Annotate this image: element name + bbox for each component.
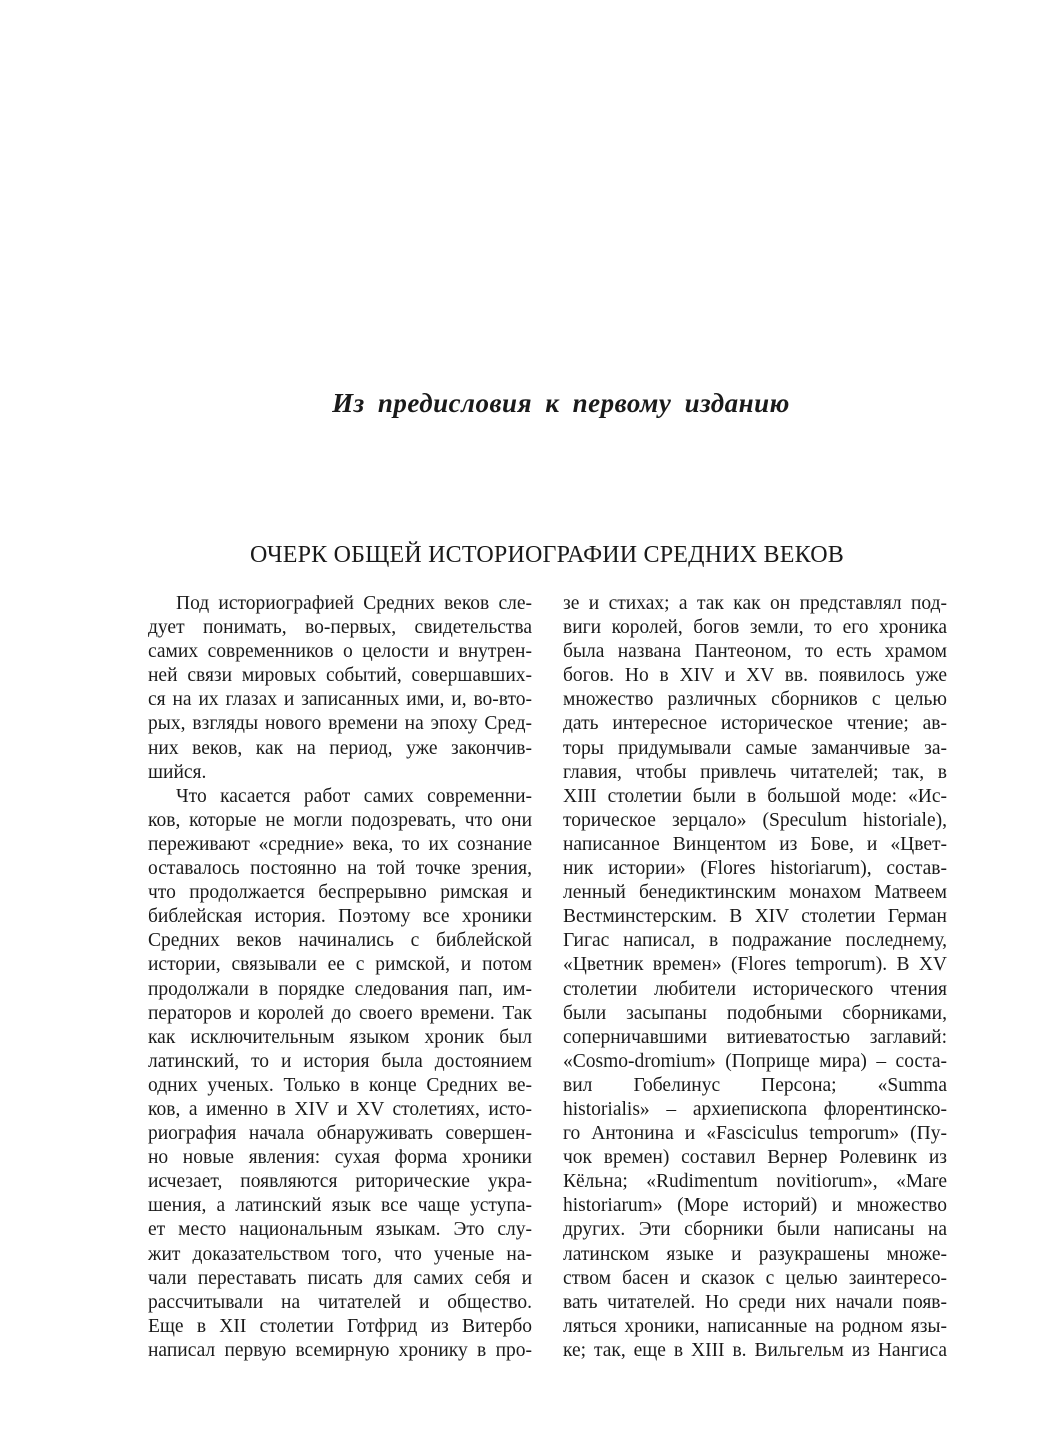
text-line: зе и стихах; а так как он представлял под-: [563, 593, 947, 614]
text-line: ет место национальным языкам. Это слу-: [148, 1219, 532, 1241]
text-line: ленный бенедиктинским монахом Матвеем: [563, 882, 947, 904]
text-line: Кёльна; «Rudimentum novitiorum», «Mare: [563, 1171, 947, 1193]
text-line: богов. Но в XIV и XV вв. появилось уже: [563, 665, 947, 687]
text-line: ке; так, еще в XIII в. Вильгельм из Нангиса: [563, 1339, 947, 1361]
text-line: ков, а именно в XIV и XV столетиях, исто-: [148, 1098, 532, 1120]
text-line: латинский, то и история была достоянием: [148, 1050, 532, 1072]
text-line: вил Гобелинус Персона; «Summa: [563, 1074, 947, 1096]
text-line: вать читателей. Но среди них начали появ-: [563, 1291, 947, 1313]
text-line: истории, связывали ее с римской, и потом: [148, 954, 532, 976]
text-line: но новые явления: сухая форма хроники: [148, 1147, 532, 1169]
text-line: шийся.: [148, 761, 207, 783]
text-line: что продолжается беспрерывно римская и: [148, 882, 532, 904]
text-line: виги королей, богов земли, то его хроника: [563, 617, 947, 639]
text-line: библейская история. Поэтому все хроники: [148, 906, 532, 928]
text-line: множество различных сборников с целью: [563, 689, 947, 711]
text-line: чок времен) составил Вернер Ролевинк из: [563, 1147, 947, 1169]
text-line: рых, взгляды нового времени на эпоху Сред-: [148, 713, 532, 735]
text-line: ся на их глазах и записанных ими, и, во-вто-: [148, 689, 532, 711]
text-line: самих современников о целости и внутрен-: [148, 641, 532, 663]
text-line: дует понимать, во-первых, свидетельства: [148, 617, 532, 639]
text-line: латинском языке и разукрашены множе-: [563, 1243, 947, 1265]
text-line: написал первую всемирную хронику в про-: [148, 1339, 532, 1361]
text-line: ством басен и сказок с целью заинтересо-: [563, 1267, 947, 1289]
text-line: них веков, как на период, уже закончив-: [148, 737, 532, 759]
text-line: historialis» – архиепископа флорентинско-: [563, 1098, 947, 1120]
text-line: риография начала обнаруживать совершен-: [148, 1123, 532, 1145]
text-line: ней связи мировых событий, совершавших-: [148, 665, 532, 687]
text-line: шения, а латинский язык все чаще уступа-: [148, 1195, 532, 1217]
text-line: жит доказательством того, что ученые на-: [148, 1243, 532, 1265]
chapter-title: ОЧЕРК ОБЩЕЙ ИСТОРИОГРАФИИ СРЕДНИХ ВЕКОВ: [250, 542, 844, 568]
text-line: чали переставать писать для самих себя и: [148, 1267, 532, 1289]
text-line: торическое зерцало» (Speculum historiale),: [563, 809, 947, 831]
text-line: исчезает, появляются риторические укра-: [148, 1171, 532, 1193]
text-line: главия, чтобы привлечь читателей; так, в: [563, 761, 947, 783]
text-line: Что касается работ самих современни-: [176, 785, 532, 807]
text-column-left: [148, 592, 532, 1363]
text-line: ник истории» (Flores historiarum), состав-: [563, 858, 947, 880]
text-line: как исключительным языком хроник был: [148, 1026, 532, 1048]
text-line: XIII столетии были в большой моде: «Ис-: [563, 785, 947, 807]
text-column-right: [563, 592, 947, 1363]
text-line: Средних веков начинались с библейской: [148, 930, 532, 952]
text-line: столетии любители исторического чтения: [563, 978, 947, 1000]
text-line: была названа Пантеоном, то есть храмом: [563, 641, 947, 663]
section-heading: Из предисловия к первому изданию: [332, 388, 790, 418]
text-line: переживают «средние» века, то их сознание: [148, 833, 532, 855]
text-line: historiarum» (Море историй) и множество: [563, 1195, 947, 1217]
text-line: оставалось постоянно на той точке зрения,: [148, 858, 532, 880]
text-line: были засыпаны подобными сборниками,: [563, 1002, 947, 1024]
text-line: продолжали в порядке следования пап, им-: [148, 978, 532, 1000]
text-line: других. Эти сборники были написаны на: [563, 1219, 947, 1241]
text-line: ков, которые не могли подозревать, что они: [148, 809, 532, 831]
text-line: одних ученых. Только в конце Средних ве-: [148, 1074, 532, 1096]
text-line: Под историографией Средних веков сле-: [176, 593, 532, 614]
text-line: торы придумывали самые заманчивые за-: [563, 737, 947, 759]
text-line: ператоров и королей до своего времени. Так: [148, 1002, 532, 1024]
text-line: Вестминстерским. В XIV столетии Герман: [563, 906, 947, 928]
text-line: «Цветник времен» (Flores temporum). В XV: [563, 954, 947, 976]
text-line: го Антонина и «Fasciculus temporum» (Пу-: [563, 1123, 947, 1145]
text-line: ляться хроники, написанные на родном язы-: [563, 1315, 947, 1337]
text-line: Гигас написал, в подражание последнему,: [563, 930, 947, 952]
text-line: «Cosmo-dromium» (Поприще мира) – соста-: [563, 1050, 947, 1072]
text-line: соперничавшими витиеватостью заглавий:: [563, 1026, 947, 1048]
text-line: Еще в XII столетии Готфрид из Витербо: [148, 1315, 532, 1337]
text-line: рассчитывали на читателей и общество.: [148, 1291, 532, 1313]
text-line: дать интересное историческое чтение; ав-: [563, 713, 947, 735]
text-line: написанное Винцентом из Бове, и «Цвет-: [563, 833, 947, 855]
